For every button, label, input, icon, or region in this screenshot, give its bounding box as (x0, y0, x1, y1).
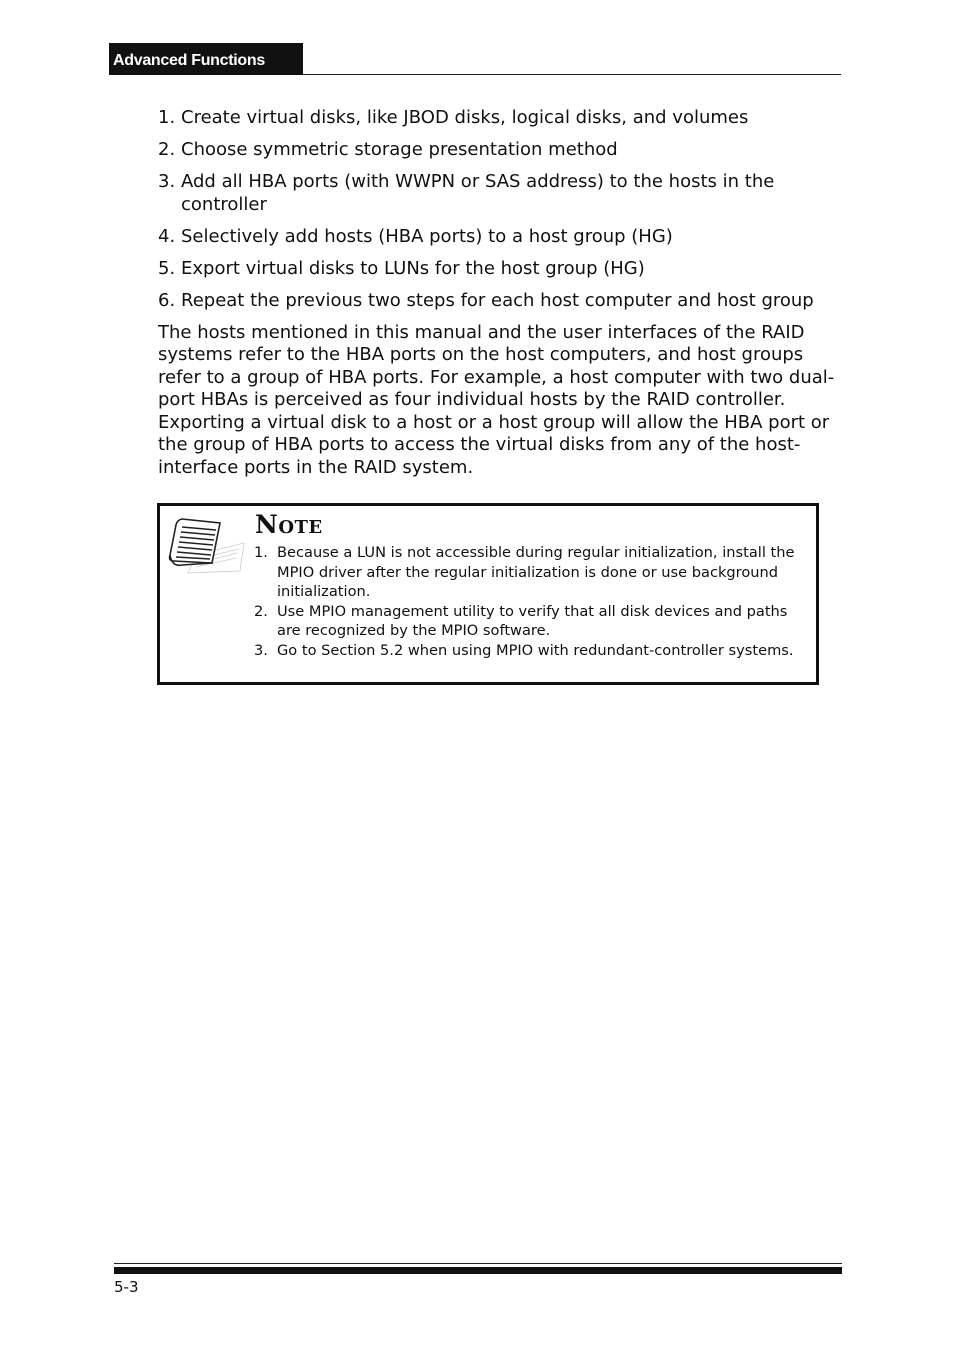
note-item: 1. Because a LUN is not accessible during regular initialization, install the MPIO driver after the regular initialization is done or use background initialization. (254, 544, 795, 600)
note-item: 3. Go to Section 5.2 when using MPIO with redundant-controller systems. (254, 641, 794, 659)
step-item: 2. Choose symmetric storage presentation method (158, 139, 618, 160)
step-text: Export virtual disks to LUNs for the host group (HG) (181, 257, 645, 279)
main-content (158, 107, 842, 479)
note-item: 2. Use MPIO management utility to verify that all disk devices and paths are recognized by the MPIO software. (254, 602, 788, 639)
step-item: 3. Add all HBA ports (with WWPN or SAS address) to the hosts in the controller (158, 171, 775, 215)
footer-rule-thin (114, 1263, 842, 1264)
step-text: Add all HBA ports (with WWPN or SAS address) to the hosts in the controller (181, 171, 775, 215)
note-text: Go to Section 5.2 when using MPIO with redundant-controller systems. (277, 641, 794, 659)
steps-list (158, 107, 842, 312)
note-text: Because a LUN is not accessible during regular initialization, install the MPIO driver after the regular initialization is done or use background initialization. (277, 544, 795, 600)
section-title: Advanced Functions (113, 52, 265, 69)
step-item: 6. Repeat the previous two steps for each host computer and host group (158, 289, 814, 311)
note-text: Use MPIO management utility to verify that all disk devices and paths are recognized by the MPIO software. (277, 602, 788, 639)
footer-rule-thick (114, 1267, 842, 1274)
step-text: Selectively add hosts (HBA ports) to a host group (HG) (181, 225, 673, 247)
step-text: Repeat the previous two steps for each host computer and host group (181, 289, 814, 311)
note-list (254, 543, 814, 660)
note-title: Note (255, 510, 323, 539)
header-rule (303, 74, 841, 75)
section-header (109, 43, 303, 75)
step-text: Create virtual disks, like JBOD disks, logical disks, and volumes (181, 107, 749, 128)
body-paragraph: The hosts mentioned in this manual and the user interfaces of the RAID systems refer to the HBA ports on the host computers, and host groups refer to a group of HBA ports. For example, a host computer with two dual-port HBAs is perceived as four individual hosts by the RAID controller. Exporting a virtual disk to a host or a host group will allow the HBA port or the group of HBA ports to access the virtual disks from any of the host-interface ports in the RAID system. (158, 321, 835, 478)
note-paper-icon (166, 515, 246, 575)
step-text: Choose symmetric storage presentation method (181, 139, 618, 160)
step-item: 4. Selectively add hosts (HBA ports) to a host group (HG) (158, 225, 673, 247)
note-box (157, 503, 819, 685)
step-item: 5. Export virtual disks to LUNs for the host group (HG) (158, 257, 645, 279)
page-number: 5-3 (114, 1278, 139, 1296)
step-item: 1. Create virtual disks, like JBOD disks, logical disks, and volumes (158, 107, 749, 128)
